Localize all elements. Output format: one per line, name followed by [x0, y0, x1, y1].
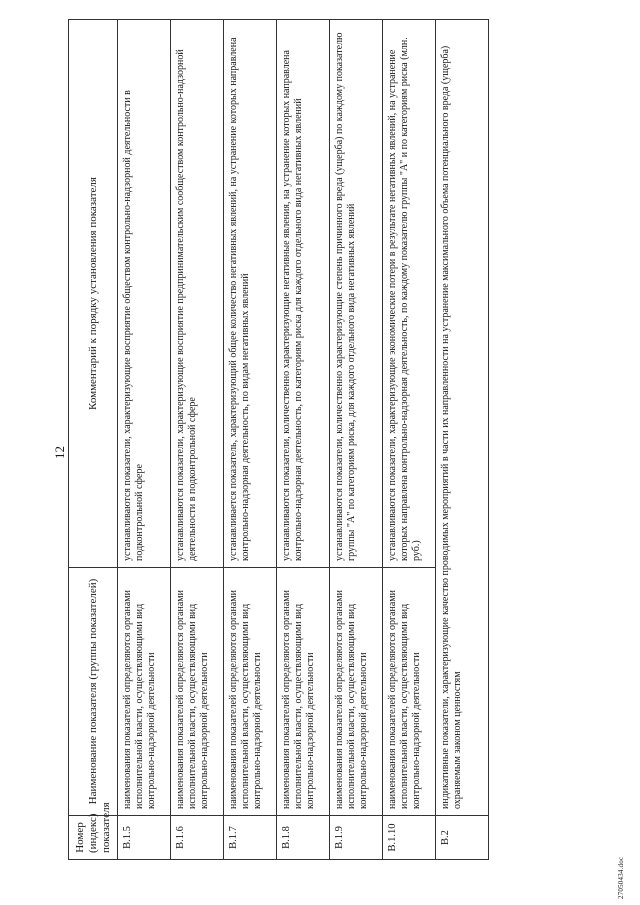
row-comment: устанавливается показатель, характеризующий общее количество негативных явлений, на устранение которых направлена контрольно-надзорная деятельность, по видам негативных явлений: [224, 20, 277, 568]
row-code: В.1.9: [330, 816, 383, 860]
row-comment: устанавливаются показатели, характеризующие экономические потери в результате негативных явлений, на устранение которых направлена контрольно-надзорная деятельность, по каждому показателю группы "А" и по категориям риска (млн. руб.): [383, 20, 436, 568]
row-name: наименования показателей определяются органами исполнительной власти, осуществляющими вид контрольно-надзорной деятельности: [224, 568, 277, 816]
page-number: 12: [52, 446, 67, 459]
row-span-text: индикативные показатели, характеризующие качество проводимых мероприятий в части их направленности на устранение максимального объема потенциального вреда (ущерба) охраняемым законом ценностям: [436, 20, 489, 816]
header-comment: Комментарий к порядку установления показателя: [69, 20, 118, 568]
row-comment: устанавливаются показатели, количественно характеризующие негативные явления, на устранение которых направлена контрольно-надзорная деятельность, по категориям риска для каждого отдельного вида негативных явлений: [277, 20, 330, 568]
table-row: [224, 20, 277, 860]
table-row: [330, 20, 383, 860]
row-code: В.2: [436, 816, 489, 860]
row-code: В.1.10: [383, 816, 436, 860]
header-name: Наименование показателя (группы показателей): [69, 568, 118, 816]
row-name: наименования показателей определяются органами исполнительной власти, осуществляющими вид контрольно-надзорной деятельности: [118, 568, 171, 816]
row-comment: устанавливаются показатели, характеризующие восприятие предпринимательским сообществом контрольно-надзорной деятельности в подконтрольной сфере: [171, 20, 224, 568]
header-number: Номер (индекс) показателя: [69, 816, 118, 860]
document-footer: 27050434.doc: [617, 856, 625, 899]
row-code: В.1.6: [171, 816, 224, 860]
table-row: [277, 20, 330, 860]
row-name: наименования показателей определяются органами исполнительной власти, осуществляющими вид контрольно-надзорной деятельности: [171, 568, 224, 816]
row-code: В.1.8: [277, 816, 330, 860]
row-code: В.1.7: [224, 816, 277, 860]
table-row: [436, 20, 489, 860]
indicators-table: [68, 19, 489, 860]
row-name: наименования показателей определяются органами исполнительной власти, осуществляющими вид контрольно-надзорной деятельности: [330, 568, 383, 816]
row-comment: устанавливаются показатели, характеризующие восприятие обществом контрольно-надзорной деятельности в подконтрольной сфере: [118, 20, 171, 568]
table-header-row: [69, 20, 118, 860]
table-row: [171, 20, 224, 860]
row-code: В.1.5: [118, 816, 171, 860]
row-name: наименования показателей определяются органами исполнительной власти, осуществляющими вид контрольно-надзорной деятельности: [383, 568, 436, 816]
table-row: [383, 20, 436, 860]
row-comment: устанавливаются показатели, количественно характеризующие степень причинного вреда (ущерба) по каждому показателю группы "А" по категориям риска, для каждого отдельного вида негативных явлений: [330, 20, 383, 568]
table-row: [118, 20, 171, 860]
row-name: наименования показателей определяются органами исполнительной власти, осуществляющими вид контрольно-надзорной деятельности: [277, 568, 330, 816]
